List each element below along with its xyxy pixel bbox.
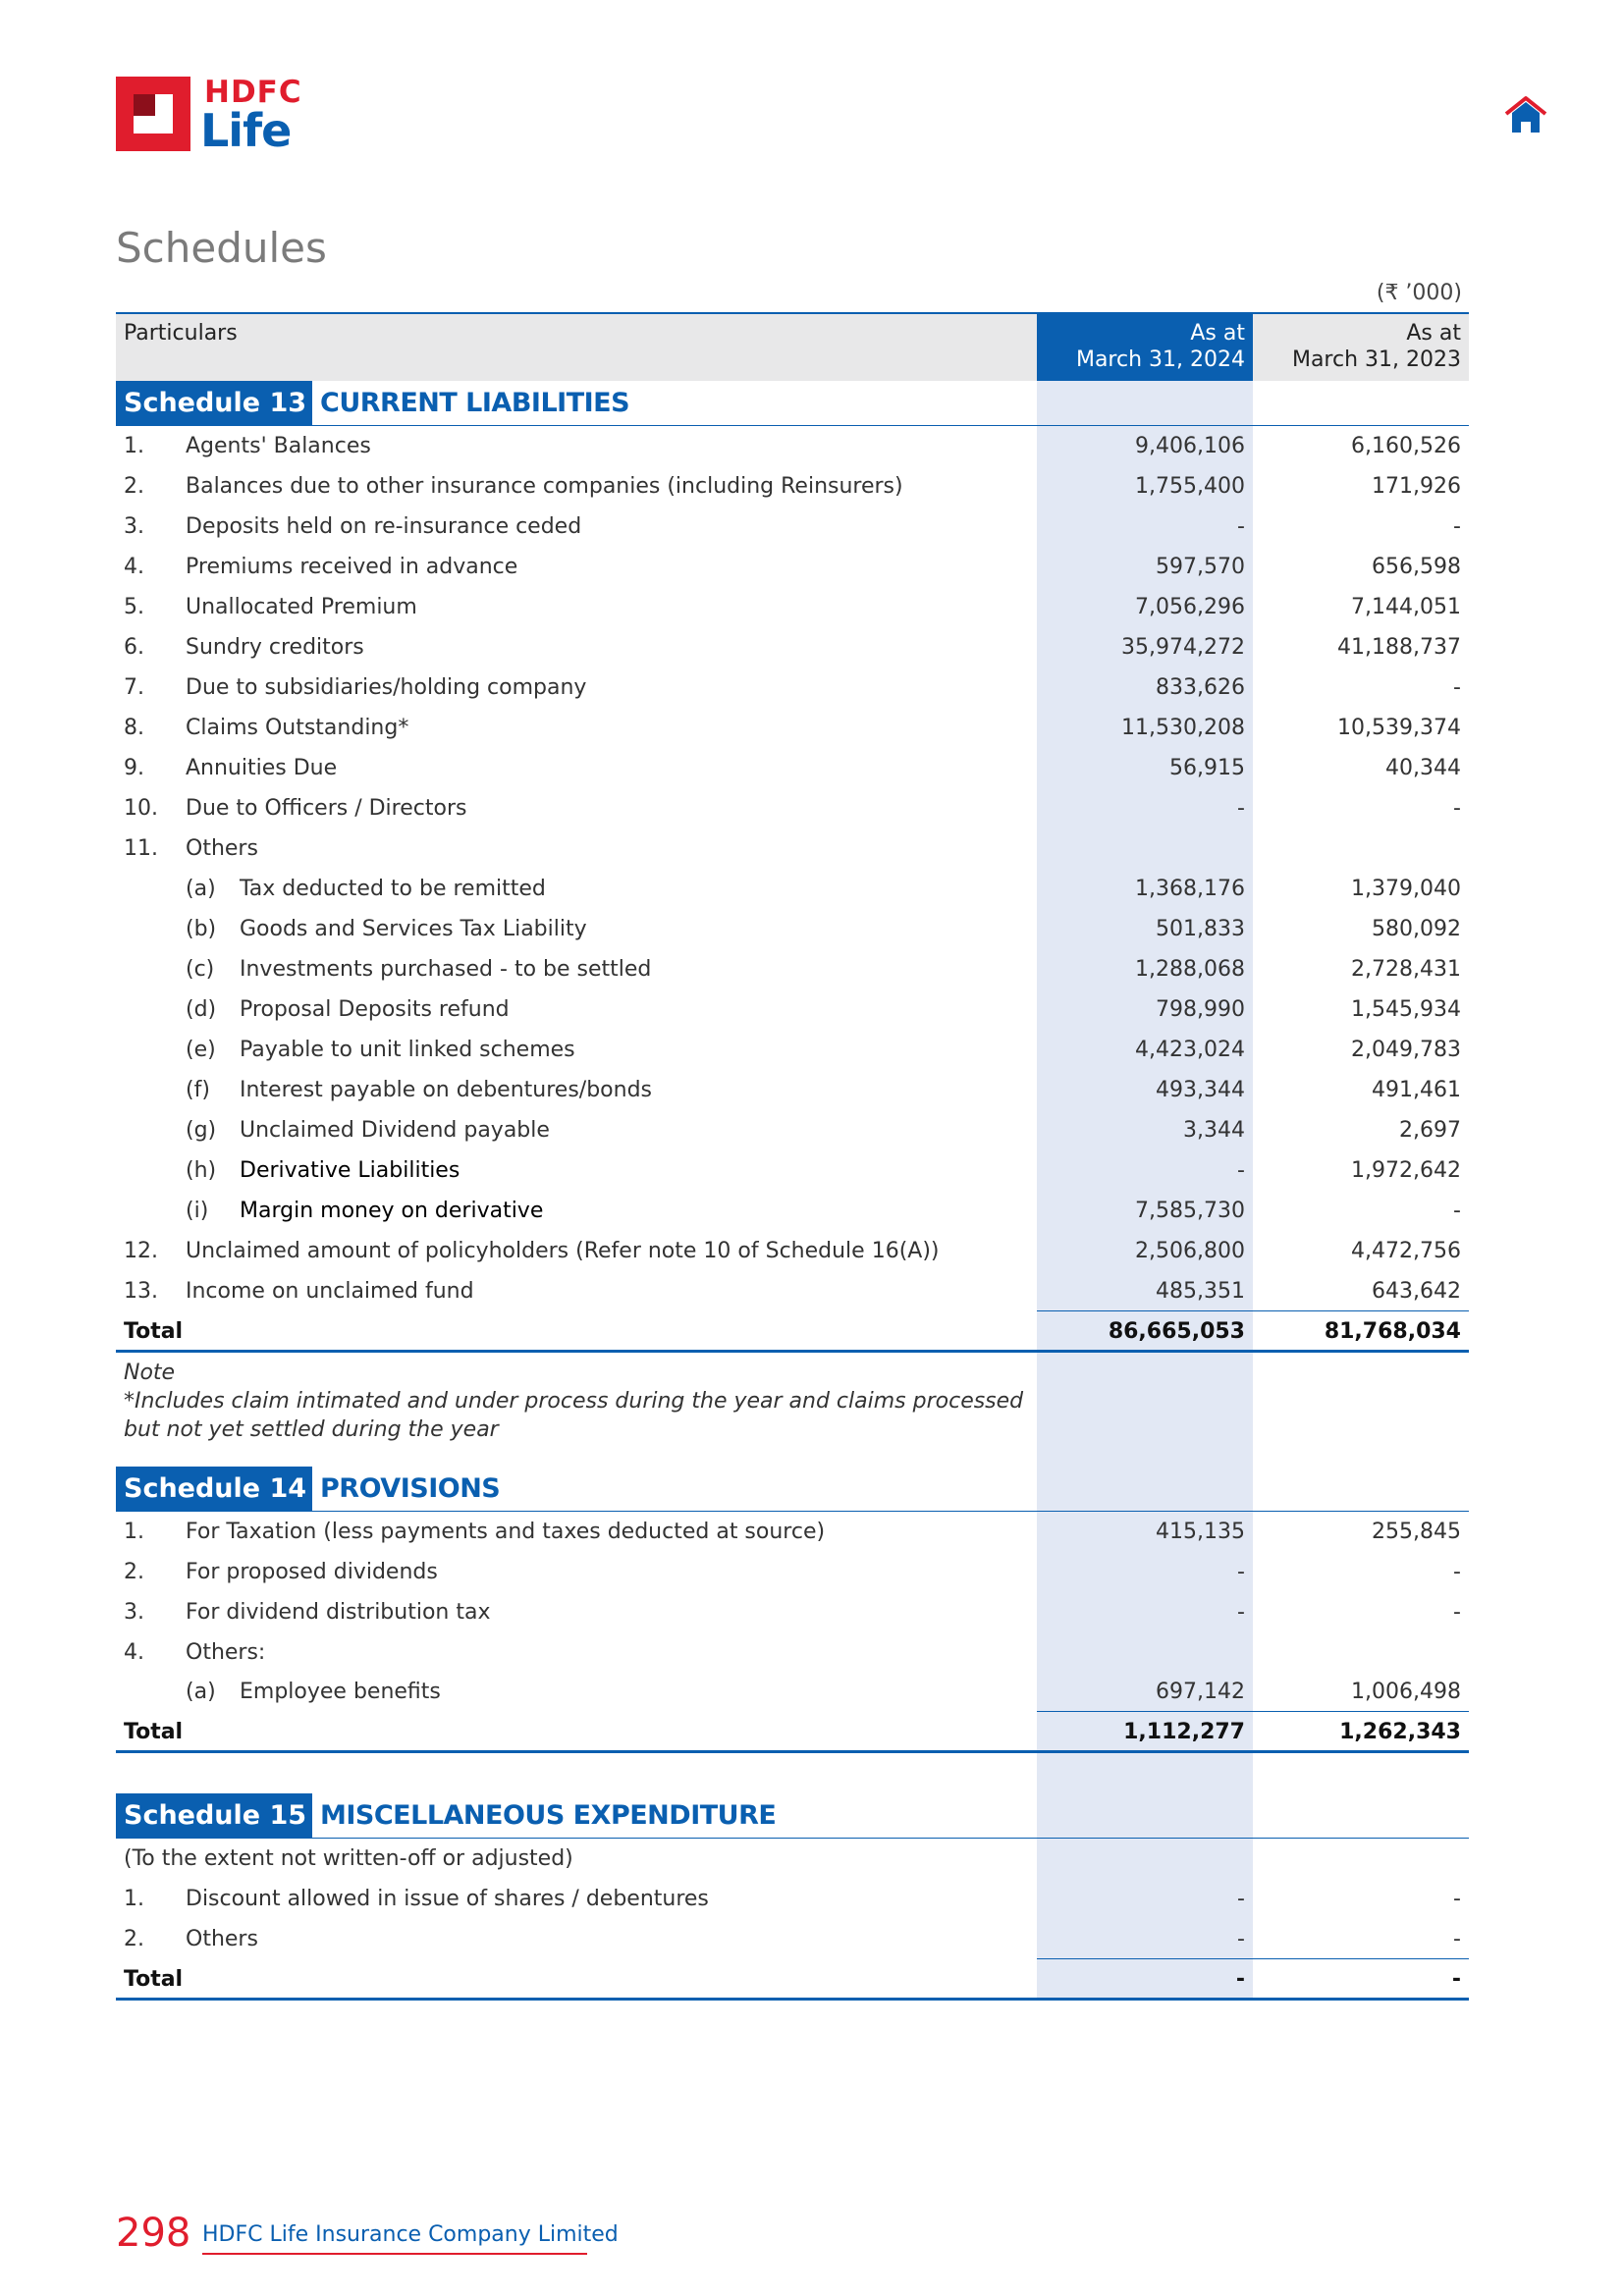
table-subrow [116,1672,1469,1712]
cell-num: 10. [124,796,158,821]
header-particulars: Particulars [124,321,238,346]
cell-v23: 171,926 [1372,474,1461,499]
cell-lbl: Due to subsidiaries/holding company [186,675,587,700]
logo-hdfc-text: HDFC [204,75,302,110]
cell-v24: 1,368,176 [1135,877,1245,901]
schedule-name: CURRENT LIABILITIES [320,388,630,418]
cell-num: 7. [124,675,144,700]
cell-v23: 580,092 [1372,917,1461,941]
home-icon[interactable] [1504,95,1547,134]
header-2024-line2: March 31, 2024 [1075,347,1245,372]
cell-num: 2. [124,1560,144,1584]
cell-lbl: Deposits held on re-insurance ceded [186,514,582,539]
cell-slbl: Tax deducted to be remitted [240,877,546,901]
cell-num: 3. [124,514,144,539]
cell-v23: 1,006,498 [1351,1680,1461,1704]
schedule-name: PROVISIONS [320,1473,501,1504]
cell-sub: (b) [186,917,217,941]
cell-sub: (f) [186,1078,210,1102]
table-row [116,1231,1469,1271]
cell-num: 1. [124,1887,144,1911]
cell-lbl: Income on unclaimed fund [186,1279,474,1304]
cell-num: 3. [124,1600,144,1625]
page-title: Schedules [116,224,327,272]
table-row [116,667,1469,708]
cell-lbl: Due to Officers / Directors [186,796,467,821]
cell-lbl: For proposed dividends [186,1560,438,1584]
cell-num: 12. [124,1239,158,1263]
cell-num: 9. [124,756,144,780]
cell-sub: (e) [186,1038,216,1062]
cell-lbl: Premiums received in advance [186,555,518,579]
cell-v23: 1,972,642 [1351,1158,1461,1183]
table-subrow [116,989,1469,1030]
cell-v23: 2,697 [1399,1118,1461,1143]
cell-num: 11. [124,836,158,861]
table-row [116,708,1469,748]
cell-lbl: Agents' Balances [186,434,371,458]
table-row [116,547,1469,587]
cell-num: 4. [124,555,144,579]
cell-v24: 697,142 [1156,1680,1245,1704]
cell-lbl: Others [186,836,258,861]
cell-num: Total [124,1720,184,1744]
cell-sub: (h) [186,1158,217,1183]
cell-lbl: Others [186,1927,258,1951]
cell-v24: 2,506,800 [1135,1239,1245,1263]
table-subrow [116,949,1469,989]
cell-v23: - [1453,1600,1461,1625]
cell-num: 6. [124,635,144,660]
cell-v24: 11,530,208 [1121,716,1245,740]
cell-v23: 656,598 [1372,555,1461,579]
cell-v23: - [1453,675,1461,700]
table-row [116,1592,1469,1632]
table-subrow [116,1070,1469,1110]
cell-v23: 1,262,343 [1339,1720,1461,1744]
cell-slbl: Goods and Services Tax Liability [240,917,587,941]
cell-v23: 491,461 [1372,1078,1461,1102]
total-rule-bottom [116,1750,1469,1753]
cell-v23: - [1453,1199,1461,1223]
cell-v24: 9,406,106 [1135,434,1245,458]
cell-num: 13. [124,1279,158,1304]
cell-v24: - [1237,1927,1245,1951]
cell-v24: - [1237,1158,1245,1183]
cell-v24: 1,288,068 [1135,957,1245,982]
cell-v24: 798,990 [1156,997,1245,1022]
table-row [116,466,1469,507]
page-number: 298 [116,2211,191,2256]
header-col-2024 [1037,320,1245,373]
table-row [116,627,1469,667]
cell-sub: (g) [186,1118,217,1143]
cell-v24: 1,112,277 [1123,1720,1245,1744]
cell-v23: 2,728,431 [1351,957,1461,982]
cell-v24: 485,351 [1156,1279,1245,1304]
cell-slbl: Employee benefits [240,1680,441,1704]
cell-lbl: Unallocated Premium [186,595,417,619]
cell-num: Total [124,1967,184,1992]
schedule-tag: Schedule 14 [116,1467,312,1512]
logo-mark [116,77,190,151]
cell-num: Total [124,1319,184,1344]
cell-num: 4. [124,1640,144,1665]
cell-slbl: Payable to unit linked schemes [240,1038,575,1062]
cell-lbl: Balances due to other insurance companies (including Reinsurers) [186,474,903,499]
hdfc-life-logo [116,77,302,159]
cell-v24: - [1237,1600,1245,1625]
cell-lbl: For Taxation (less payments and taxes deducted at source) [186,1520,826,1544]
cell-lbl: Claims Outstanding* [186,716,409,740]
cell-num: (To the extent not written-off or adjusted) [124,1846,573,1871]
cell-v24: - [1237,1560,1245,1584]
cell-v24: - [1237,1887,1245,1911]
cell-num: 1. [124,1520,144,1544]
cell-slbl: Investments purchased - to be settled [240,957,652,982]
schedule-name: MISCELLANEOUS EXPENDITURE [320,1800,777,1831]
cell-v23: 643,642 [1372,1279,1461,1304]
cell-lbl: Discount allowed in issue of shares / debentures [186,1887,709,1911]
cell-v23: 2,049,783 [1351,1038,1461,1062]
table-subrow [116,1191,1469,1231]
table-row [116,1512,1469,1552]
table-row [116,587,1469,627]
header-2024-line1: As at [1190,321,1245,346]
header-band [116,314,1037,381]
cell-slbl: Unclaimed Dividend payable [240,1118,550,1143]
logo-life-text: Life [200,104,292,157]
table-subrow [116,1150,1469,1191]
note-title: Note [124,1361,176,1385]
cell-v24: 7,056,296 [1135,595,1245,619]
cell-num: 2. [124,1927,144,1951]
cell-sub: (d) [186,997,217,1022]
cell-sub: (a) [186,877,216,901]
table-row [116,426,1469,466]
footer-company-link[interactable]: HDFC Life Insurance Company Limited [202,2222,619,2247]
cell-v23: 81,768,034 [1324,1319,1461,1344]
header-2023-line2: March 31, 2023 [1291,347,1461,372]
cell-v23: - [1453,1927,1461,1951]
cell-v23: 255,845 [1372,1520,1461,1544]
table-row [116,788,1469,828]
cell-v24: 35,974,272 [1121,635,1245,660]
cell-v24: 1,755,400 [1135,474,1245,499]
cell-v24: 7,585,730 [1135,1199,1245,1223]
table-row [116,507,1469,547]
cell-v24: 597,570 [1156,555,1245,579]
unit-label: (₹ ’000) [1376,281,1462,305]
table-subrow [116,1030,1469,1070]
cell-sub: (c) [186,957,215,982]
total-rule-bottom [116,1350,1469,1353]
table-row [116,1632,1469,1673]
cell-lbl: For dividend distribution tax [186,1600,491,1625]
cell-v23: - [1453,514,1461,539]
cell-v23: 41,188,737 [1337,635,1461,660]
footer-underline [202,2253,587,2255]
cell-lbl: Unclaimed amount of policyholders (Refer note 10 of Schedule 16(A)) [186,1239,940,1263]
schedule-tag: Schedule 13 [116,381,312,426]
table-subrow [116,1110,1469,1150]
cell-v23: - [1453,796,1461,821]
cell-v23: - [1451,1967,1461,1992]
table-top-rule [116,312,1469,314]
cell-v23: - [1453,1560,1461,1584]
cell-num: 2. [124,474,144,499]
cell-sub: (a) [186,1680,216,1704]
cell-num: 8. [124,716,144,740]
table-row [116,1271,1469,1311]
header-2023-line1: As at [1406,321,1461,346]
cell-v23: 1,545,934 [1351,997,1461,1022]
table-row [116,1919,1469,1959]
cell-v24: 501,833 [1156,917,1245,941]
cell-v23: 1,379,040 [1351,877,1461,901]
cell-num: 1. [124,434,144,458]
cell-v24: 4,423,024 [1135,1038,1245,1062]
cell-slbl: Proposal Deposits refund [240,997,510,1022]
cell-lbl: Annuities Due [186,756,338,780]
table-row [116,1552,1469,1592]
cell-v24: 56,915 [1169,756,1245,780]
cell-v24: 833,626 [1156,675,1245,700]
cell-v23: 40,344 [1385,756,1461,780]
note-text: *Includes claim intimated and under process during the year and claims processed but not yet settled during the year [124,1389,1024,1442]
total-row [116,1712,1469,1752]
cell-sub: (i) [186,1199,209,1223]
cell-v23: 6,160,526 [1351,434,1461,458]
cell-num: 5. [124,595,144,619]
cell-v24: 493,344 [1156,1078,1245,1102]
schedule-tag: Schedule 15 [116,1793,312,1839]
cell-v23: 4,472,756 [1351,1239,1461,1263]
cell-v24: - [1237,514,1245,539]
cell-lbl: Others: [186,1640,266,1665]
cell-v24: - [1235,1967,1245,1992]
table-subrow [116,909,1469,949]
cell-v23: - [1453,1887,1461,1911]
note [124,1359,1047,1444]
cell-v24: 415,135 [1156,1520,1245,1544]
cell-v23: 10,539,374 [1337,716,1461,740]
cell-v24: 3,344 [1183,1118,1245,1143]
cell-slbl: Margin money on derivative [240,1199,544,1223]
table-row [116,1839,1469,1879]
cell-v24: 86,665,053 [1108,1319,1245,1344]
cell-lbl: Sundry creditors [186,635,364,660]
table-row [116,828,1469,869]
cell-v23: 7,144,051 [1351,595,1461,619]
cell-v24: - [1237,796,1245,821]
table-row [116,1879,1469,1919]
table-row [116,748,1469,788]
total-row [116,1311,1469,1352]
total-row [116,1959,1469,2000]
cell-slbl: Derivative Liabilities [240,1158,460,1183]
header-col-2023 [1253,320,1461,373]
table-subrow [116,869,1469,909]
total-rule-bottom [116,1998,1469,2001]
cell-slbl: Interest payable on debentures/bonds [240,1078,652,1102]
